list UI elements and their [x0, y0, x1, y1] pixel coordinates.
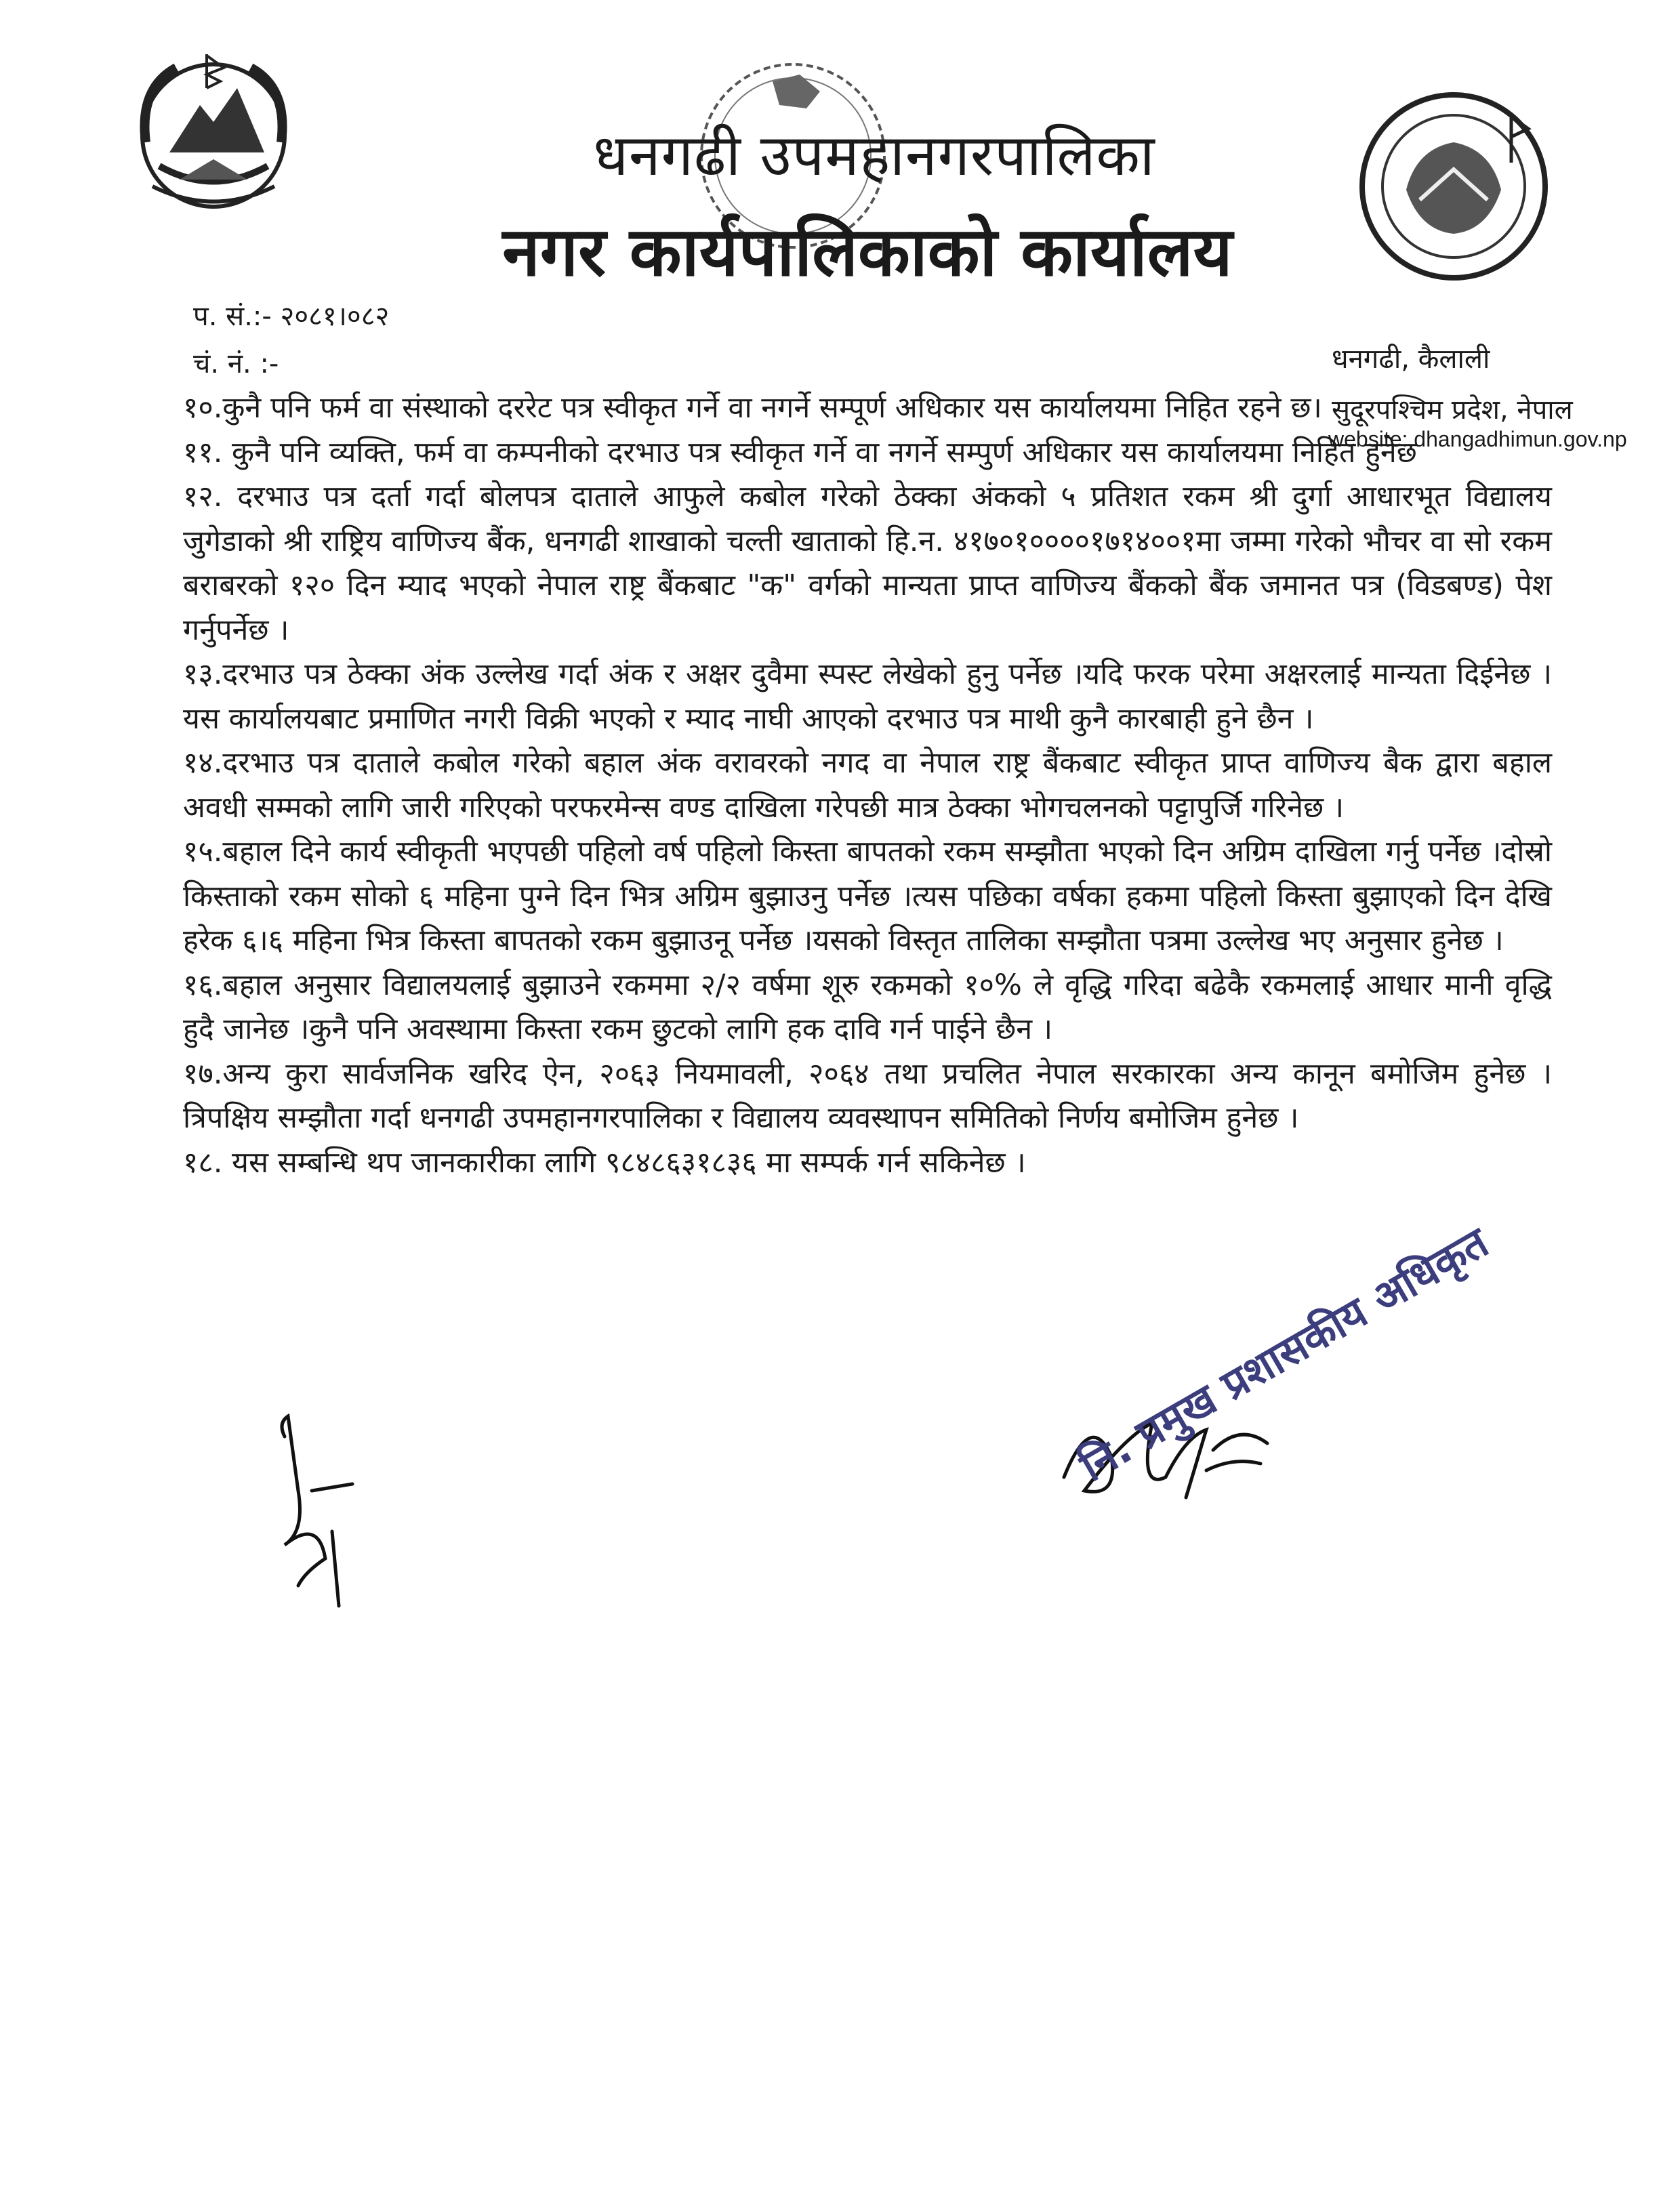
dispatch-number: चं. नं. :-	[193, 348, 279, 379]
clause-18: १८. यस सम्बन्धि थप जानकारीका लागि ९८४८६३१८३६ मा सम्पर्क गर्न सकिनेछ ।	[183, 1145, 1026, 1180]
office-title: नगर कार्यपालिकाको कार्यालय	[502, 212, 1233, 291]
clause-10: १०.कुनै पनि फर्म वा संस्थाको दररेट पत्र स्वीकृत गर्ने वा नगर्ने सम्पूर्ण अधिकार यस कार्यालयमा निहित रहने छ।	[183, 391, 1322, 425]
letter-number: प. सं.:- २०८१।०८२	[193, 301, 390, 332]
clause-14: १४.दरभाउ पत्र दाताले कबोल गरेको बहाल अंक वरावरको नगद वा नेपाल राष्ट्र बैंकबाट स्वीकृत प्राप्त वाणिज्य बैक द्वारा बहाल अवधी सम्मको लागि जारी गरिएको परफरमेन्स वण्ड दाखिला गरेपछी मात्र ठेक्का भोगचलनको पट्टापुर्जि गरिनेछ ।	[183, 746, 1552, 825]
clause-16: १६.बहाल अनुसार विद्यालयलाई बुझाउने रकममा २/२ वर्षमा शूरु रकमको १०% ले वृद्धि गरिदा बढेकै रकमलाई आधार मानी वृद्धि हुदै जानेछ ।कुनै पनि अवस्थामा किस्ता रकम छुटको लागि हक दावि गर्न पाईने छैन ।	[183, 968, 1552, 1046]
clause-11: ११. कुनै पनि व्यक्ति, फर्म वा कम्पनीको दरभाउ पत्र स्वीकृत गर्ने वा नगर्ने सम्पुर्ण अधिकार यस कार्यालयमा निहित हुनेछ	[183, 435, 1417, 470]
website-link[interactable]: website: dhangadhimun.gov.np	[1328, 427, 1627, 451]
clause-12: १२. दरभाउ पत्र दर्ता गर्दा बोलपत्र दाताले आफुले कबोल गरेको ठेक्का अंकको ५ प्रतिशत रकम श्री दुर्गा आधारभूत विद्यालय जुगेडाको श्री राष्ट्रिय वाणिज्य बैंक, धनगढी शाखाको चल्ती खाताको हि.न. ४१७०१००००१७१४००१मा जम्मा गरेको भौचर वा सो रकम बराबरको १२० दिन म्याद भएको नेपाल राष्ट्र बैंकबाट "क" वर्गको मान्यता प्राप्त वाणिज्य बैंकको बैंक जमानत पत्र (विडबण्ड) पेश गर्नुपर्नेछ ।	[183, 480, 1552, 647]
terms-clauses	[183, 386, 1552, 1185]
address-line-city: धनगढी, कैलाली	[1332, 344, 1490, 375]
left-signature	[258, 1409, 380, 1615]
clause-15: १५.बहाल दिने कार्य स्वीकृती भएपछी पहिलो वर्ष पहिलो किस्ता बापतको रकम सम्झौता भएको दिन अग्रिम दाखिला गर्नु पर्नेछ ।दोस्रो किस्ताको रकम सोको ६ महिना पुग्ने दिन भित्र अग्रिम बुझाउनु पर्नेछ ।त्यस पछिका वर्षका हकमा पहिलो किस्ता बुझाएको दिन देखि हरेक ६।६ महिना भित्र किस्ता बापतको रकम बुझाउनू पर्नेछ ।यसको विस्तृत तालिका सम्झौता पत्रमा उल्लेख भए अनुसार हुनेछ ।	[183, 835, 1552, 957]
address-line-province: सुदूरपश्चिम प्रदेश, नेपाल	[1332, 394, 1573, 426]
clause-13: १३.दरभाउ पत्र ठेक्का अंक उल्लेख गर्दा अंक र अक्षर दुवैमा स्पस्ट लेखेको हुनु पर्नेछ ।यदि फरक परेमा अक्षरलाई मान्यता दिईनेछ ।यस कार्यालयबाट प्रमाणित नगरी विक्री भएको र म्याद नाघी आएको दरभाउ पत्र माथी कुनै कारबाही हुने छैन ।	[183, 657, 1552, 736]
organization-title: धनगढी उपमहानगरपालिका	[593, 122, 1155, 188]
clause-17: १७.अन्य कुरा सार्वजनिक खरिद ऐन, २०६३ नियमावली, २०६४ तथा प्रचलित नेपाल सरकारका अन्य कानून बमोजिम हुनेछ । त्रिपक्षिय सम्झौता गर्दा धनगढी उपमहानगरपालिका र विद्यालय व्यवस्थापन समितिको निर्णय बमोजिम हुनेछ ।	[183, 1056, 1552, 1135]
municipality-logo	[1355, 88, 1552, 285]
nepal-emblem-logo	[112, 41, 315, 217]
designation-stamp: नि. प्रमुख प्रशासकीय अधिकृत	[1071, 1217, 1497, 1491]
